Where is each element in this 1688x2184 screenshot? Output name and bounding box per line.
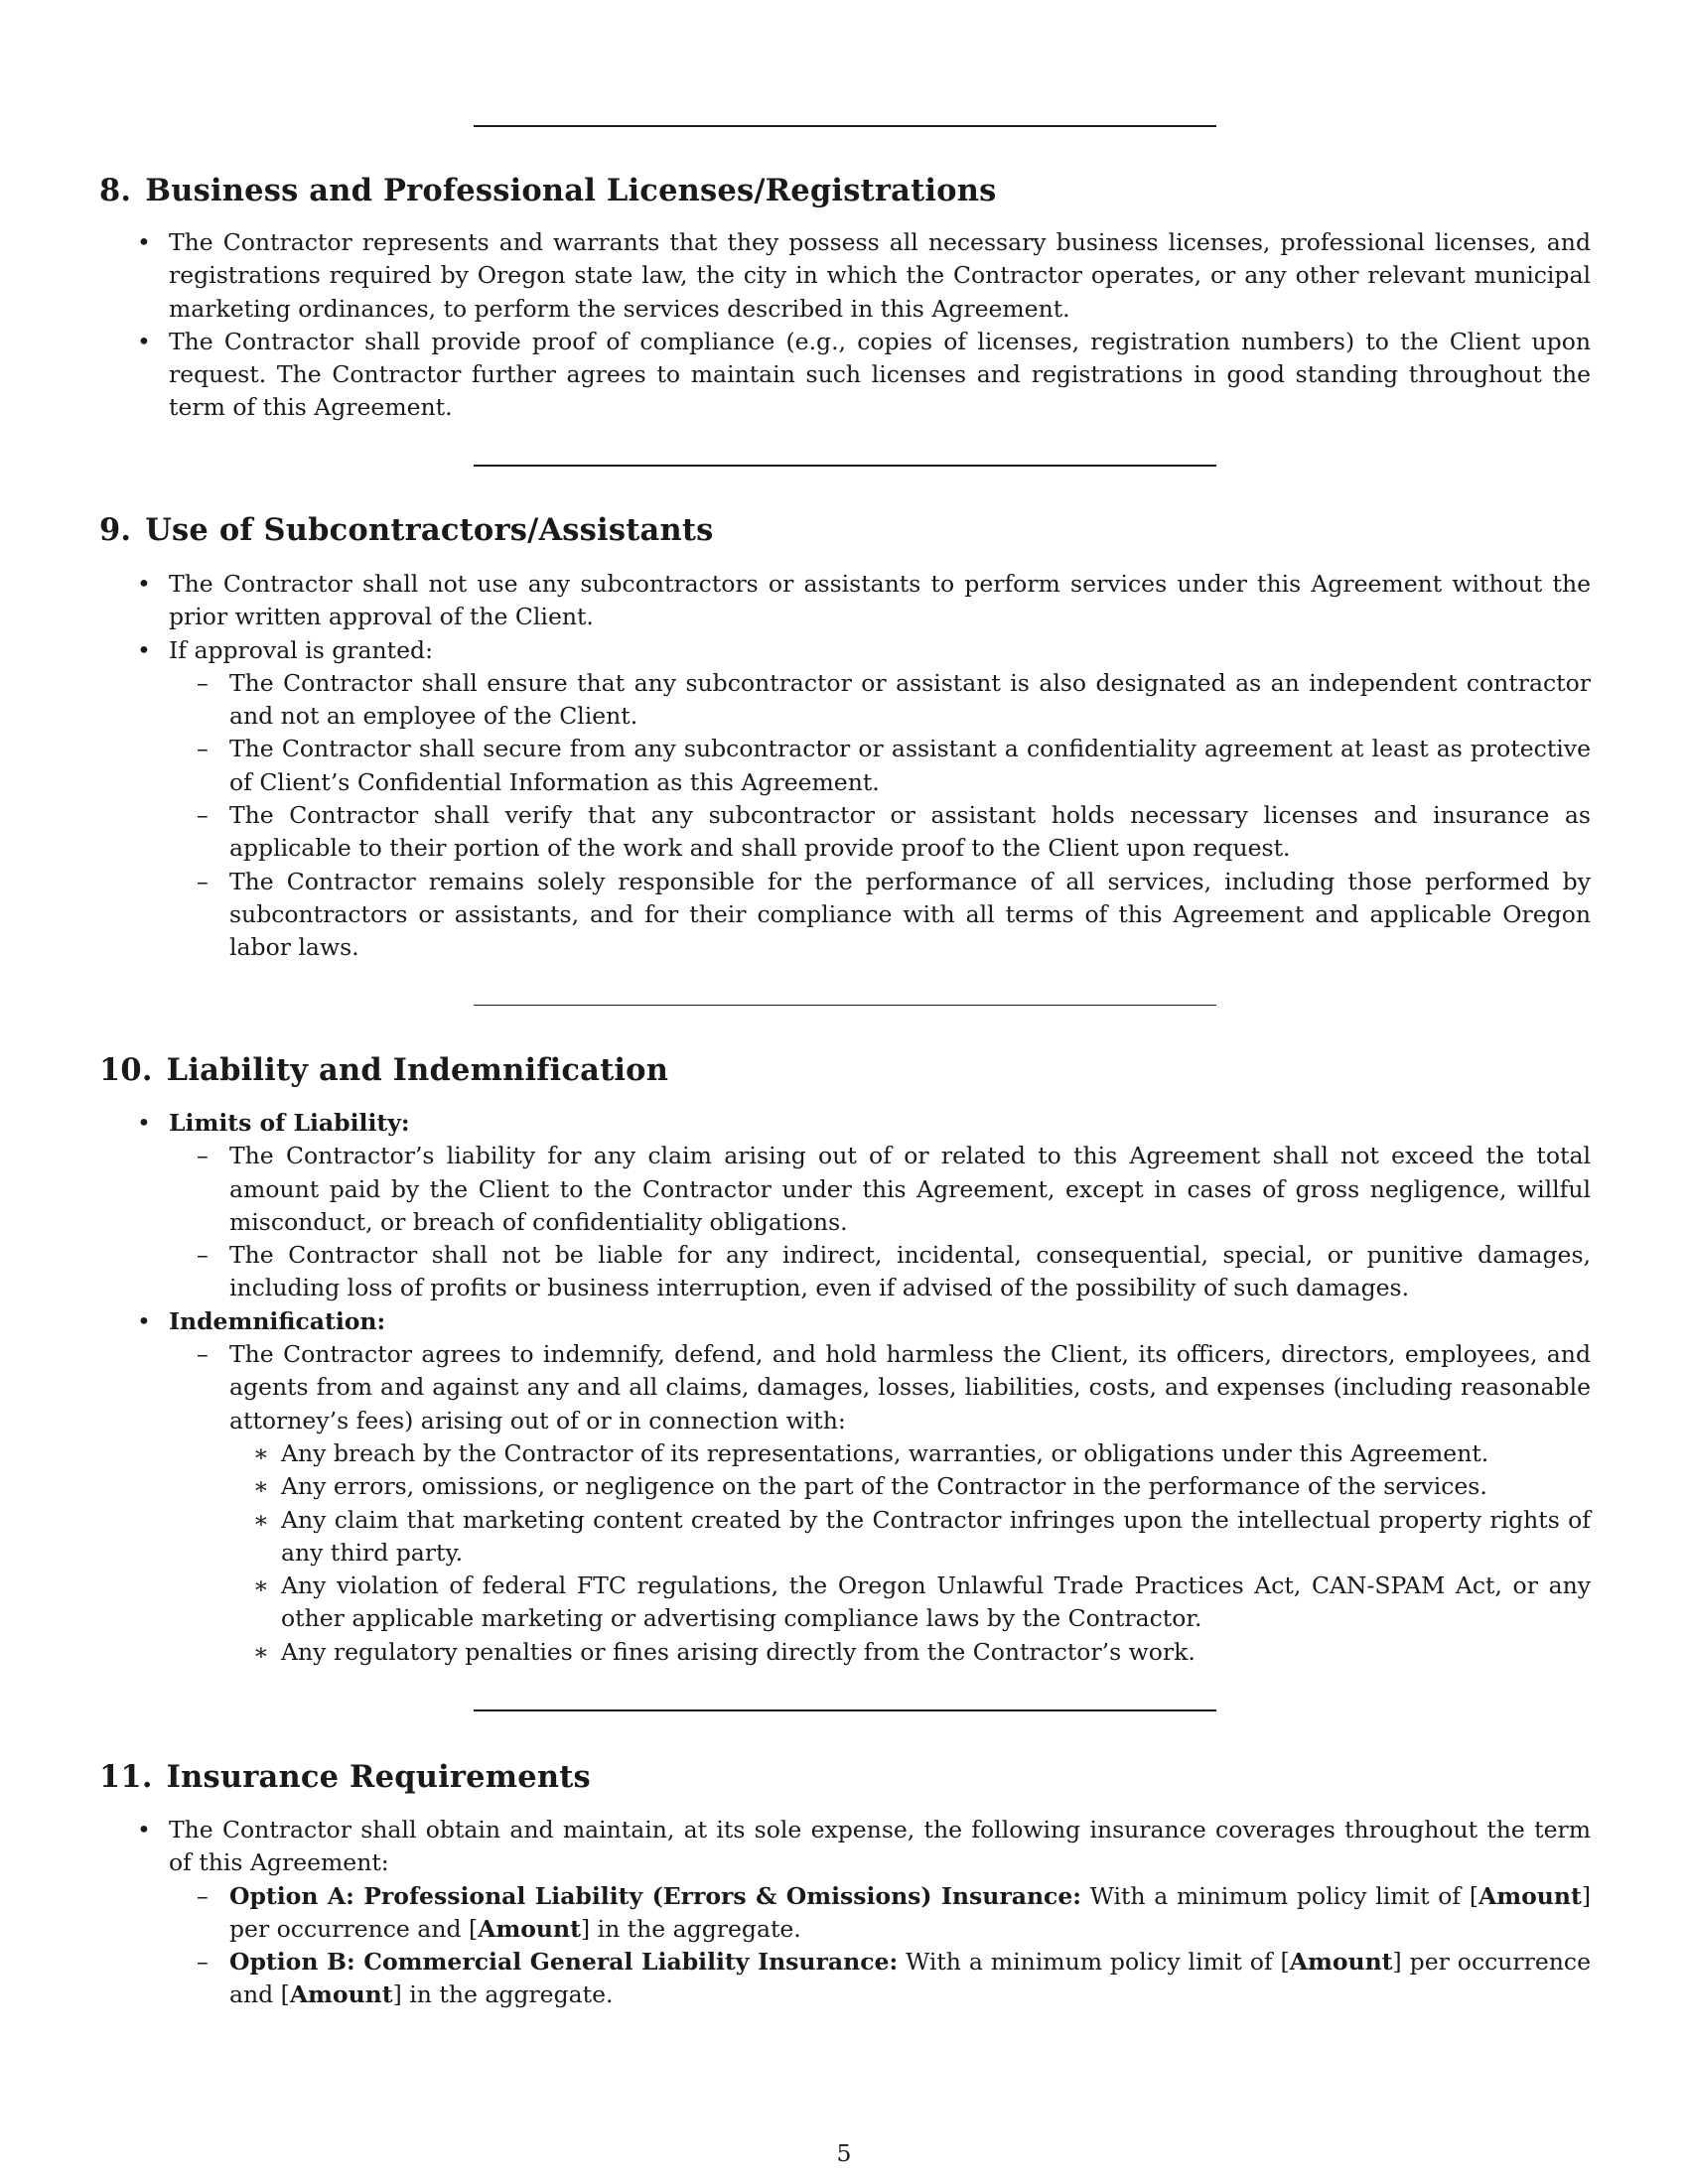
nested-item: ∗ Any claim that marketing content created by the Contractor infringes upon the intellectual property rights of any third party.: [229, 1504, 1591, 1570]
amount-placeholder: Amount: [1478, 1881, 1582, 1910]
section-title: Business and Professional Licenses/Registrations: [145, 173, 997, 208]
amount-placeholder: Amount: [478, 1914, 581, 1943]
list-item: [99, 1814, 1591, 2012]
nested-item: ∗ Any violation of federal FTC regulations, the Oregon Unlawful Trade Practices Act, CAN-SPAM Act, or any other applicable marketing or advertising compliance laws by the Contractor.: [229, 1570, 1591, 1636]
insurance-options: [169, 1880, 1591, 2012]
section-10-list: [99, 1107, 1591, 1669]
section-11-heading: [99, 1759, 591, 1795]
option-text: With a minimum policy limit of [: [906, 1948, 1290, 1977]
amount-placeholder: Amount: [289, 1980, 393, 2009]
list-item: [99, 1305, 1591, 1669]
section-9-list: [99, 568, 1591, 965]
option-text: ] per occurrence and [: [229, 1948, 1591, 2009]
section-number: 9.: [99, 512, 132, 548]
option-b-item: [169, 1946, 1591, 2012]
section-divider: [474, 125, 1216, 127]
limits-sublist: [169, 1140, 1591, 1304]
document-page: [99, 0, 1589, 2184]
nested-item: ∗ Any errors, omissions, or negligence on the part of the Contractor in the performance of the services.: [229, 1470, 1591, 1503]
list-item: • The Contractor represents and warrants that they possess all necessary business licenses, professional licenses, and registrations required by Oregon state law, the city in which the Contractor operates, or any other relevant municipal marketing ordinances, to perform the services described in this Agreement.: [99, 226, 1591, 326]
sublist-item: [169, 1338, 1591, 1669]
section-divider: [474, 1005, 1216, 1006]
section-number: 11.: [99, 1759, 153, 1795]
section-number: 10.: [99, 1052, 153, 1088]
limits-heading: Limits of Liability:: [169, 1109, 410, 1137]
sublist-item: – The Contractor shall ensure that any subcontractor or assistant is also designated as an independent contractor and not an employee of the Client.: [169, 667, 1591, 734]
option-a-label: Option A: Professional Liability (Errors & Omissions) Insurance:: [229, 1881, 1081, 1910]
section-10-heading: [99, 1052, 668, 1088]
list-item: [99, 634, 1591, 965]
section-divider: [474, 465, 1216, 467]
option-text: ] in the aggregate.: [580, 1914, 801, 1943]
indemnification-items: [229, 1437, 1591, 1669]
section-9-sublist: [169, 667, 1591, 965]
list-item: [99, 1107, 1591, 1305]
option-text: ] per occurrence and [: [229, 1881, 1591, 1943]
option-text: ] in the aggregate.: [392, 1980, 614, 2009]
page-number: 5: [836, 2139, 852, 2167]
option-text: With a minimum policy limit of [: [1089, 1881, 1478, 1910]
nested-item: ∗ Any breach by the Contractor of its representations, warranties, or obligations under this Agreement.: [229, 1437, 1591, 1470]
section-9-heading: [99, 512, 714, 548]
section-title: Insurance Requirements: [166, 1759, 591, 1795]
sublist-item: – The Contractor shall verify that any subcontractor or assistant holds necessary licenses and insurance as applicable to their portion of the work and shall provide proof to the Client upon request.: [169, 799, 1591, 866]
nested-item: ∗ Any regulatory penalties or fines arising directly from the Contractor’s work.: [229, 1636, 1591, 1669]
insurance-intro: The Contractor shall obtain and maintain, at its sole expense, the following insurance coverages throughout the term of this Agreement:: [169, 1816, 1591, 1877]
sublist-item: – The Contractor’s liability for any claim arising out of or related to this Agreement shall not exceed the total amount paid by the Client to the Contractor under this Agreement, except in cases of gross negligence, willful misconduct, or breach of confidentiality obligations.: [169, 1140, 1591, 1239]
list-item: • The Contractor shall provide proof of compliance (e.g., copies of licenses, registration numbers) to the Client upon request. The Contractor further agrees to maintain such licenses and registrations in good standing throughout the term of this Agreement.: [99, 326, 1591, 425]
amount-placeholder: Amount: [1289, 1948, 1393, 1977]
sublist-item: – The Contractor shall not be liable for any indirect, incidental, consequential, special, or punitive damages, including loss of profits or business interruption, even if advised of the possibility of such damages.: [169, 1239, 1591, 1305]
indemnification-heading: Indemnification:: [169, 1306, 386, 1335]
section-divider: [474, 1709, 1216, 1711]
section-8-heading: [99, 173, 996, 208]
sublist-item: – The Contractor shall secure from any subcontractor or assistant a confidentiality agreement at least as protective of Client’s Confidential Information as this Agreement.: [169, 733, 1591, 799]
indemnification-intro: The Contractor agrees to indemnify, defend, and hold harmless the Client, its officers, directors, employees, and agents from and against any and all claims, damages, losses, liabilities, costs, and expenses (including reasonable attorney’s fees) arising out of or in connection with:: [229, 1340, 1591, 1434]
option-b-label: Option B: Commercial General Liability Insurance:: [229, 1948, 899, 1977]
option-a-item: [169, 1880, 1591, 1947]
sublist-item: – The Contractor remains solely responsible for the performance of all services, including those performed by subcontractors or assistants, and for their compliance with all terms of this Agreement and applicable Oregon labor laws.: [169, 866, 1591, 965]
list-item: • The Contractor shall not use any subcontractors or assistants to perform services under this Agreement without the prior written approval of the Client.: [99, 568, 1591, 634]
section-title: Use of Subcontractors/Assistants: [145, 512, 714, 548]
section-8-list: [99, 226, 1591, 425]
section-11-list: [99, 1814, 1591, 2012]
list-item-text: If approval is granted:: [169, 635, 433, 664]
indemnification-sublist: [169, 1338, 1591, 1669]
section-number: 8.: [99, 173, 132, 208]
section-title: Liability and Indemnification: [166, 1052, 669, 1088]
